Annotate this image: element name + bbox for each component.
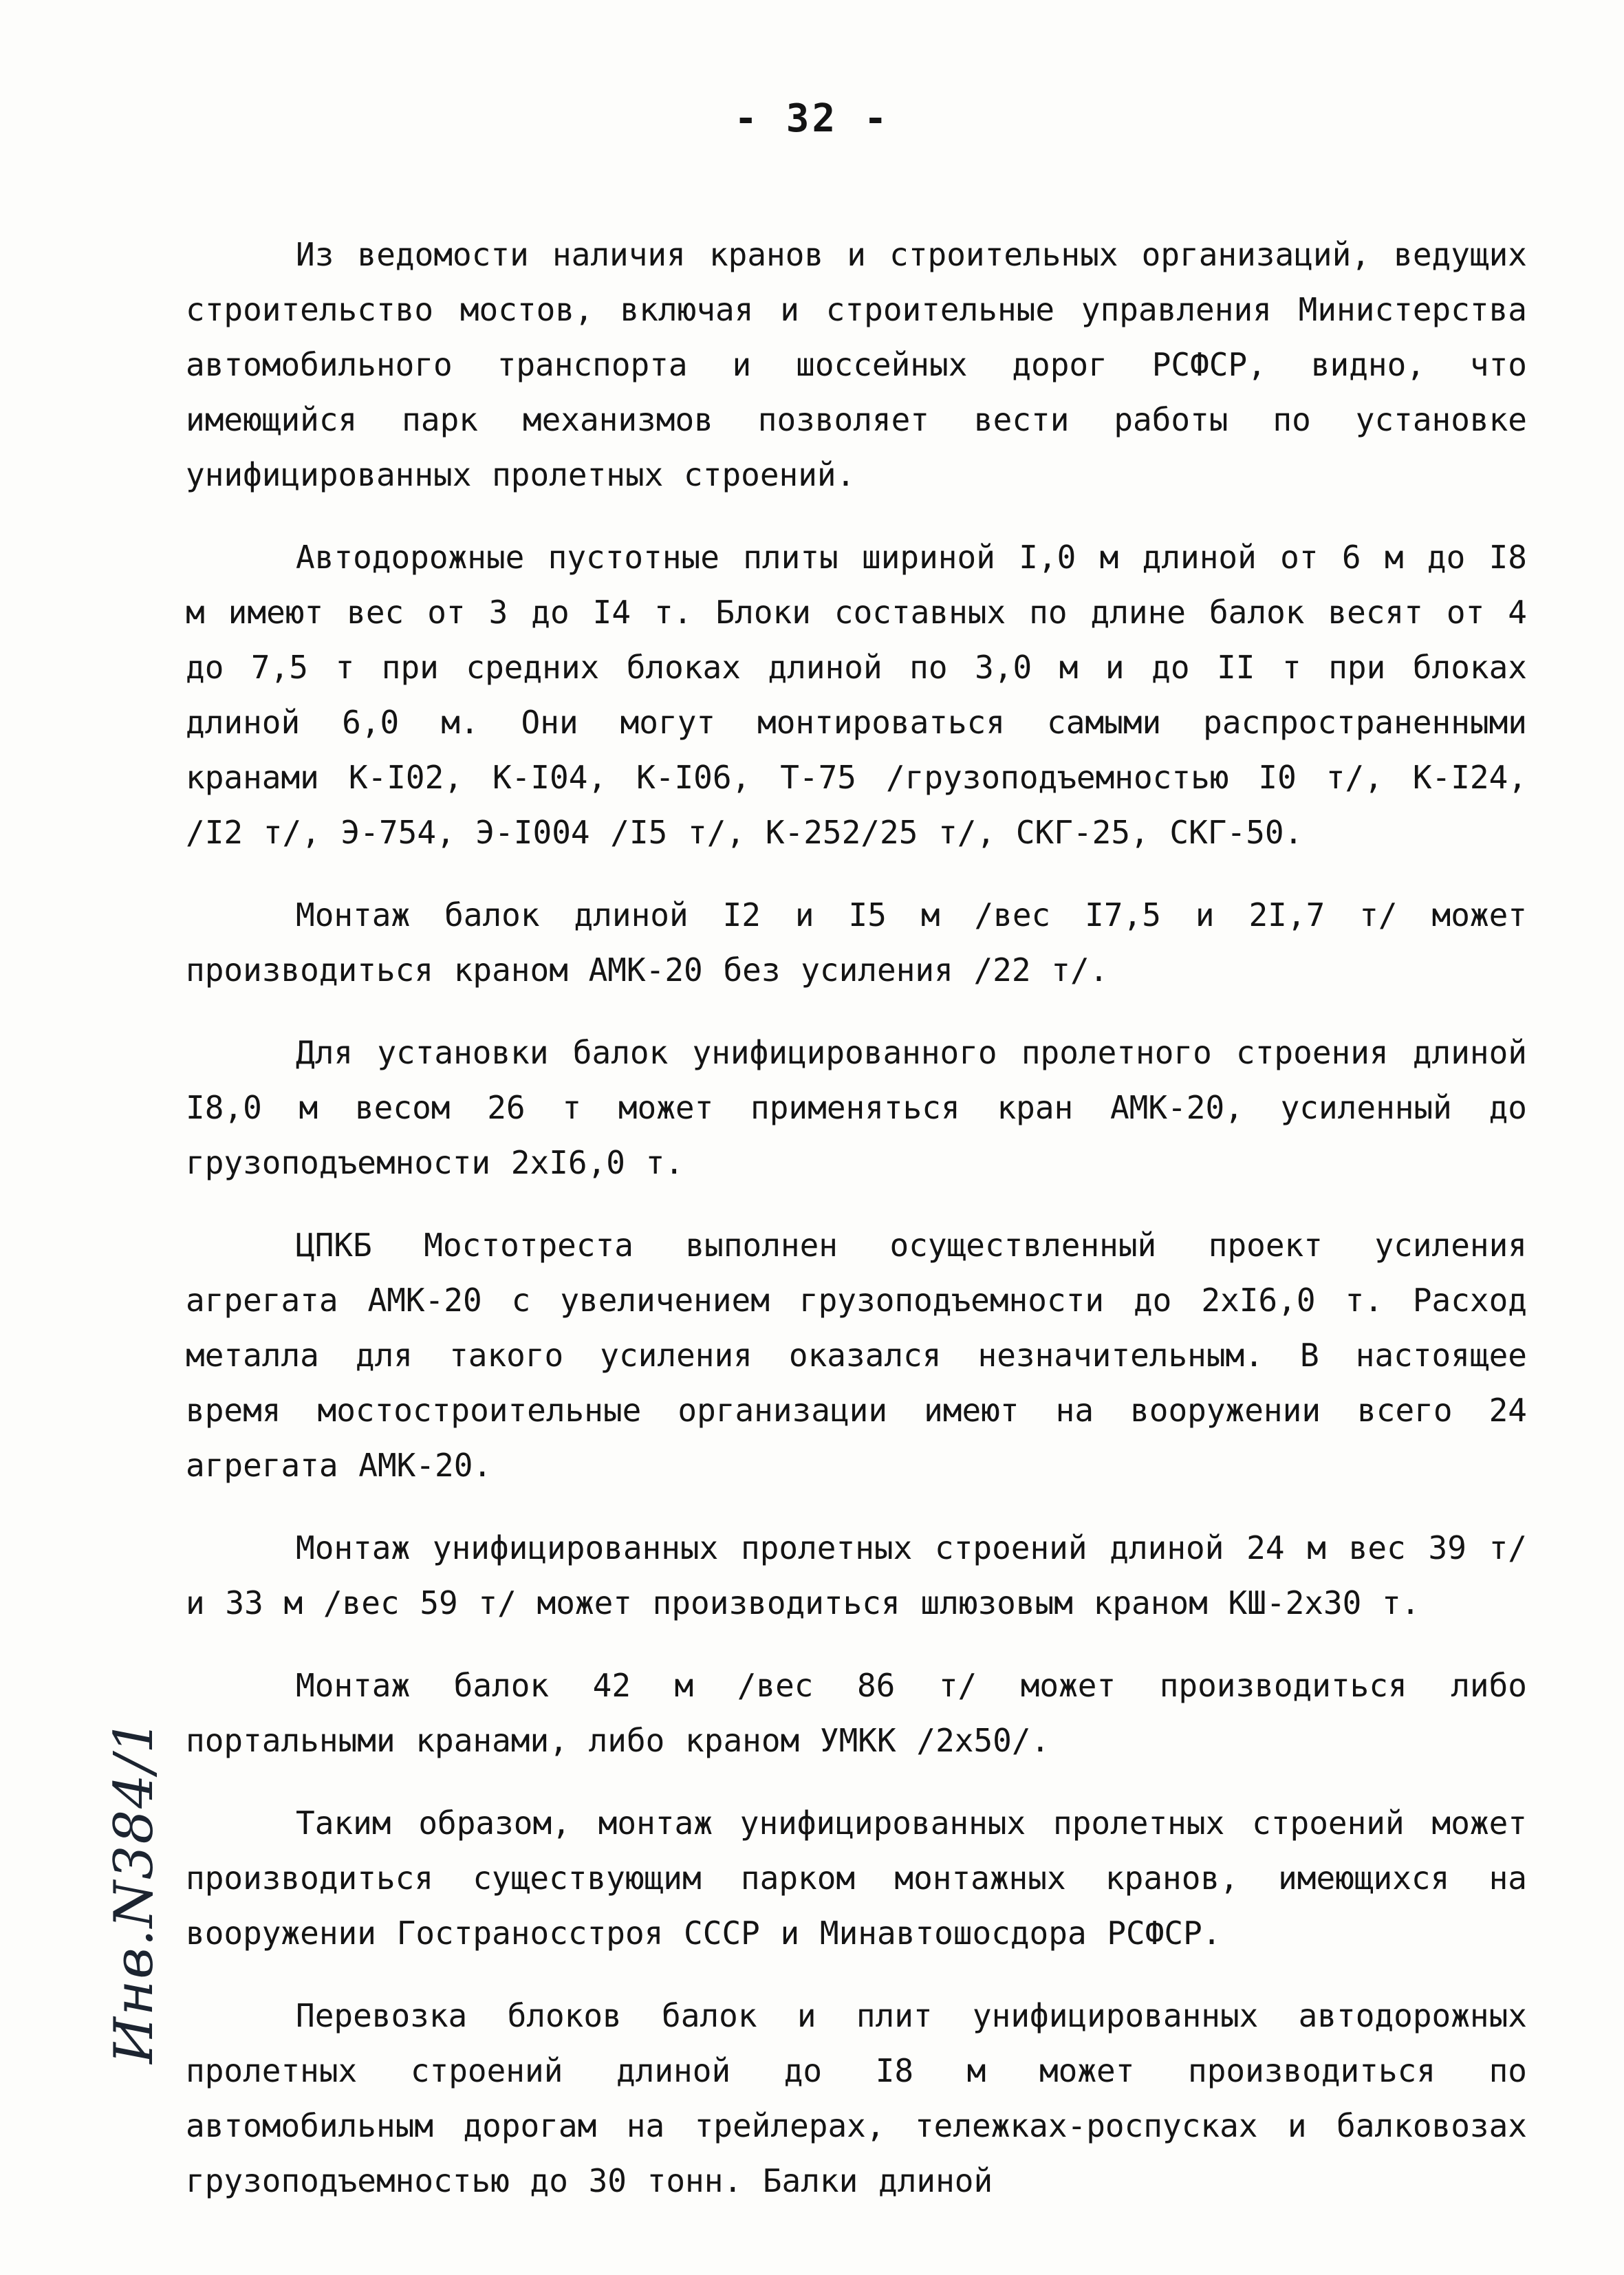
paragraph-7: Монтаж балок 42 м /вес 86 т/ может производиться либо портальными кранами, либо краном УМКК /2х50/.	[186, 1667, 1527, 1759]
paragraph-2: Автодорожные пустотные плиты шириной I,0 м длиной от 6 м до I8 м имеют вес от 3 до I4 т. Блоки составных по длине балок весят от 4 до 7,5 т при средних блоках длиной по 3,0 м и до II т при блоках длиной 6,0 м. Они могут монтироваться самыми распространенными кранами К-I02, К-I04, К-I06, Т-75 /грузоподъемностью I0 т/, К-I24, /I2 т/, Э-754, Э-I004 /I5 т/, К-252/25 т/, СКГ-25, СКГ-50.	[186, 539, 1527, 851]
page-number: - 32 -	[734, 96, 890, 141]
paragraph-3: Монтаж балок длиной I2 и I5 м /вес I7,5 и 2I,7 т/ может производиться краном АМК-20 без усиления /22 т/.	[186, 896, 1527, 989]
paragraph-1: Из ведомости наличия кранов и строительных организаций, ведущих строительство мостов, включая и строительные управления Министерства автомобильного транспорта и шоссейных дорог РСФСР, видно, что имеющийся парк механизмов позволяет вести работы по установке унифицированных пролетных строений.	[186, 236, 1527, 493]
paragraph-8: Таким образом, монтаж унифицированных пролетных строений может производиться существующим парком монтажных кранов, имеющихся на вооружении Гостраносстроя СССР и Минавтошосдора РСФСР.	[186, 1804, 1527, 1952]
document-body	[186, 227, 1527, 2236]
paragraph-5: ЦПКБ Мостотреста выполнен осуществленный проект усиления агрегата АМК-20 с увеличением грузоподъемности до 2хI6,0 т. Расход металла для такого усиления оказался незначительным. В настоящее время мостостроительные организации имеют на вооружении всего 24 агрегата АМК-20.	[186, 1227, 1527, 1484]
paragraph-4: Для установки балок унифицированного пролетного строения длиной I8,0 м весом 26 т может применяться кран АМК-20, усиленный до грузоподъемности 2хI6,0 т.	[186, 1034, 1527, 1181]
paragraph-6: Монтаж унифицированных пролетных строений длиной 24 м вес 39 т/ и 33 м /вес 59 т/ может производиться шлюзовым краном КШ-2х30 т.	[186, 1529, 1527, 1621]
inventory-number-handwritten: Инв.N384/1	[103, 1718, 165, 2064]
paragraph-9: Перевозка блоков балок и плит унифицированных автодорожных пролетных строений длиной до I8 м может производиться по автомобильным дорогам на трейлерах, тележках-роспусках и балковозах грузоподъемностью до 30 тонн. Балки длиной	[186, 1997, 1527, 2199]
